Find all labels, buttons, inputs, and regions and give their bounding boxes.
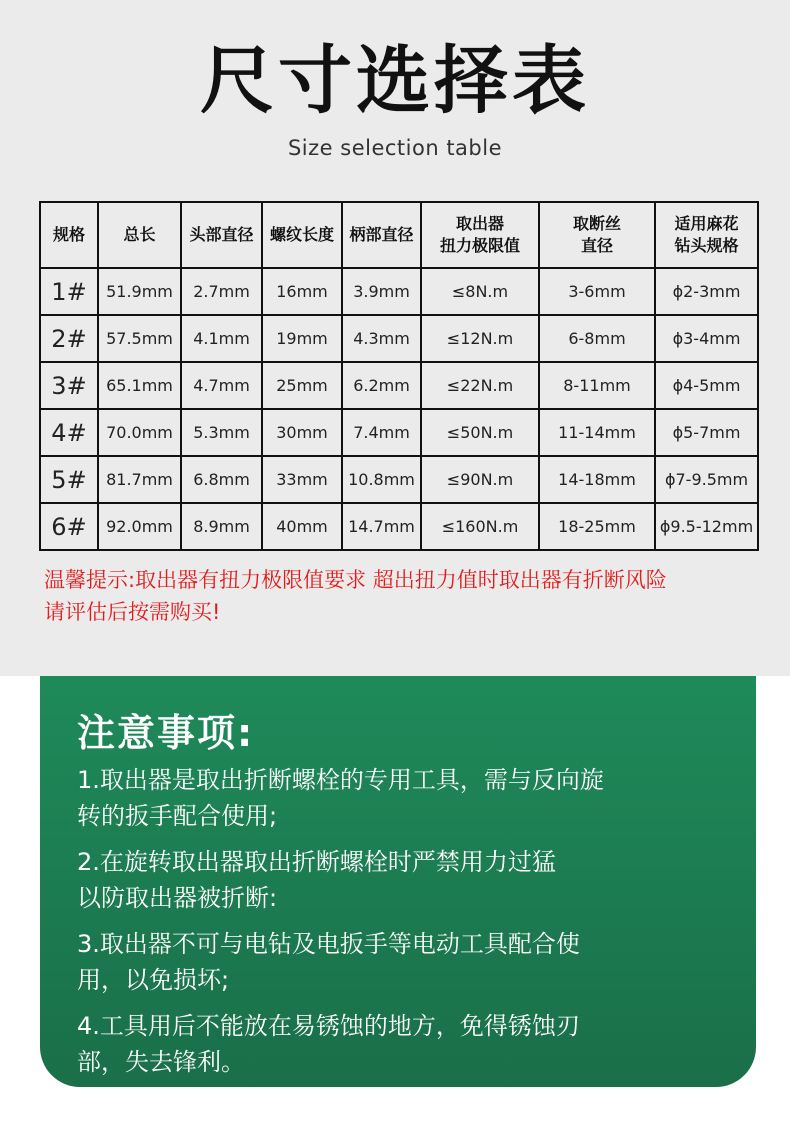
table-row [40,362,758,409]
table-cell: ≤50N.m [421,409,539,456]
table-cell: 19mm [262,315,342,362]
header-text: 扭力极限值 [439,236,520,255]
notes-panel [40,676,756,1087]
table-cell: ≤160N.m [421,503,539,550]
table-cell: 6-8mm [539,315,655,362]
notes-title: 注意事项: [77,711,255,755]
table-cell: 4.7mm [181,362,262,409]
note-line: 以防取出器被折断: [77,884,278,912]
warning-notice [44,564,764,628]
table-cell: ϕ5-7mm [655,409,758,456]
table-cell: 6.2mm [342,362,421,409]
table-row [40,315,758,362]
table-cell: 92.0mm [98,503,181,550]
note-line: 3.取出器不可与电钻及电扳手等电动工具配合使 [77,930,580,958]
table-cell: 8.9mm [181,503,262,550]
table-cell: 25mm [262,362,342,409]
header-text: 钻头规格 [674,236,739,255]
note-item [77,1008,737,1080]
table-row [40,268,758,315]
table-row [40,456,758,503]
table-header-cell [40,202,98,268]
table-cell: ≤90N.m [421,456,539,503]
table-cell: ϕ2-3mm [655,268,758,315]
table-row [40,409,758,456]
header-text: 取出器 [455,214,504,233]
table-cell: 14.7mm [342,503,421,550]
table-cell: 5.3mm [181,409,262,456]
page-title: 尺寸选择表 [200,38,590,124]
table-cell: 4.3mm [342,315,421,362]
table-cell: 57.5mm [98,315,181,362]
table-cell: 4.1mm [181,315,262,362]
note-line: 4.工具用后不能放在易锈蚀的地方，免得锈蚀刃 [77,1012,580,1040]
table-cell: ≤8N.m [421,268,539,315]
table-cell: ≤12N.m [421,315,539,362]
spec-number-cell: 4# [40,409,98,456]
notes-list [77,762,737,1090]
warning-line: 请评估后按需购买! [44,600,221,624]
table-header-cell [262,202,342,268]
table-cell: 40mm [262,503,342,550]
header-text: 柄部直径 [349,225,414,244]
table-cell: 51.9mm [98,268,181,315]
size-selection-table [39,201,759,551]
header-text: 总长 [123,225,156,244]
table-cell: 8-11mm [539,362,655,409]
spec-number-cell: 6# [40,503,98,550]
note-line: 1.取出器是取出折断螺栓的专用工具，需与反向旋 [77,766,604,794]
spec-number-cell: 3# [40,362,98,409]
table-header-cell [98,202,181,268]
table-cell: 3.9mm [342,268,421,315]
table-cell: ≤22N.m [421,362,539,409]
header-text: 适用麻花 [674,214,739,233]
note-line: 转的扳手配合使用; [77,802,278,830]
table-cell: ϕ9.5-12mm [655,503,758,550]
table-header-row [40,202,758,268]
table-header-cell [655,202,758,268]
table-cell: 33mm [262,456,342,503]
header-text: 直径 [580,236,613,255]
spec-number-cell: 1# [40,268,98,315]
table-cell: 6.8mm [181,456,262,503]
table-cell: 65.1mm [98,362,181,409]
table-cell: 3-6mm [539,268,655,315]
table-header-cell [181,202,262,268]
table-cell: ϕ7-9.5mm [655,456,758,503]
page-subtitle: Size selection table [287,136,503,160]
table-cell: 10.8mm [342,456,421,503]
note-item [77,762,737,834]
note-item [77,844,737,916]
note-item [77,926,737,998]
warning-line: 温馨提示:取出器有扭力极限值要求 超出扭力值时取出器有折断风险 [44,568,667,592]
table-header-cell [421,202,539,268]
header-text: 螺纹长度 [269,225,334,244]
table-cell: ϕ4-5mm [655,362,758,409]
table-cell: 70.0mm [98,409,181,456]
note-line: 2.在旋转取出器取出折断螺栓时严禁用力过猛 [77,848,556,876]
table-cell: 18-25mm [539,503,655,550]
table-row [40,503,758,550]
spec-number-cell: 5# [40,456,98,503]
table-cell: 14-18mm [539,456,655,503]
table-cell: ϕ3-4mm [655,315,758,362]
table-cell: 81.7mm [98,456,181,503]
table-cell: 16mm [262,268,342,315]
table-cell: 30mm [262,409,342,456]
note-line: 用，以免损坏; [77,966,230,994]
note-line: 部，失去锋利。 [77,1048,245,1076]
table-cell: 11-14mm [539,409,655,456]
header-text: 规格 [52,225,85,244]
table-header-cell [342,202,421,268]
table-header-cell [539,202,655,268]
table-cell: 2.7mm [181,268,262,315]
spec-number-cell: 2# [40,315,98,362]
header-text: 头部直径 [189,225,254,244]
header-text: 取断丝 [572,214,621,233]
table-cell: 7.4mm [342,409,421,456]
